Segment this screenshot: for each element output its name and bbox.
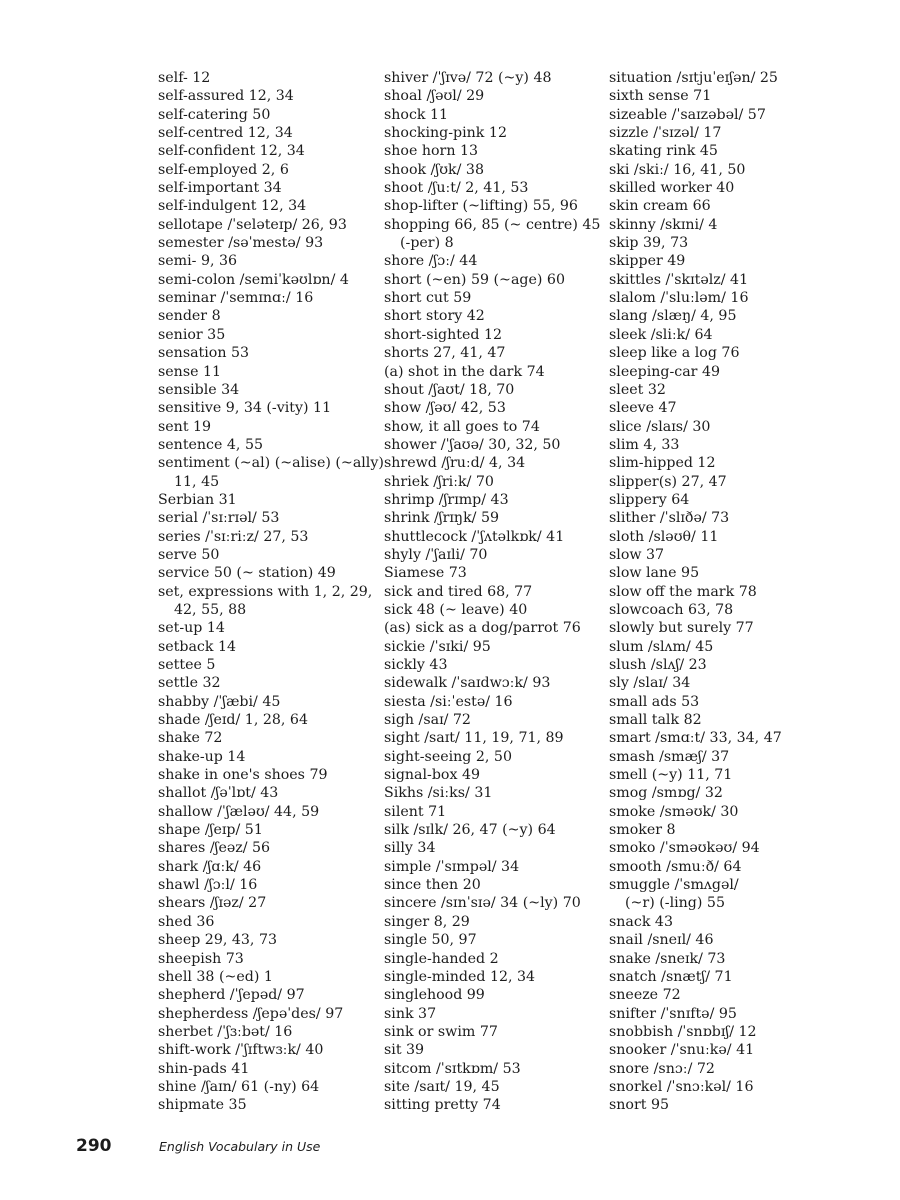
index-entry: sleeping-car 49 [609,363,720,380]
index-entry: slippery 64 [609,491,690,508]
index-entry: snail /sneɪl/ 46 [609,932,714,949]
index-entry: singlehood 99 [384,987,485,1004]
index-entry: short cut 59 [384,290,472,307]
index-entry: skittles /ˈskɪtəlz/ 41 [609,271,749,288]
index-entry: snobbish /ˈsnɒbɪʃ/ 12 [609,1023,757,1040]
index-entry: snifter /ˈsnɪftə/ 95 [609,1005,737,1022]
index-entry: single-minded 12, 34 [384,968,536,985]
index-entry: skipper 49 [609,253,686,270]
index-entry: (~r) (-ling) 55 [625,895,725,912]
index-entry: sickie /ˈsɪki/ 95 [384,638,491,655]
index-entry: shorts 27, 41, 47 [384,345,506,362]
index-entry: sloth /sləʊθ/ 11 [609,528,719,545]
index-entry: snorkel /ˈsnɔːkəl/ 16 [609,1078,754,1095]
page-number: 290 [76,1136,112,1156]
index-entry: sight-seeing 2, 50 [384,748,512,765]
index-entry: shark /ʃɑːk/ 46 [158,858,262,875]
index-entry: sink 37 [384,1005,437,1022]
index-entry: slice /slaɪs/ 30 [609,418,711,435]
index-entry: shepherdess /ʃepəˈdes/ 97 [158,1005,344,1022]
index-entry: slow off the mark 78 [609,583,757,600]
index-entry: shine /ʃaɪn/ 61 (-ny) 64 [158,1078,320,1095]
index-entry: slow 37 [609,546,665,563]
index-entry: shipmate 35 [158,1097,247,1114]
index-entry: signal-box 49 [384,767,481,784]
index-column-1 [158,69,384,1115]
index-entry: short (~en) 59 (~age) 60 [384,271,565,288]
index-entry: shallow /ˈʃæləʊ/ 44, 59 [158,803,320,820]
index-entry: set-up 14 [158,620,225,637]
index-entry: snatch /snætʃ/ 71 [609,968,733,985]
index-entry: shrimp /ʃrɪmp/ 43 [384,491,509,508]
index-entry: 11, 45 [174,473,220,490]
index-entry: semi-colon /semiˈkəʊlɒn/ 4 [158,271,349,288]
index-entry: shop-lifter (~lifting) 55, 96 [384,198,578,215]
index-entry: sincere /sɪnˈsɪə/ 34 (~ly) 70 [384,895,581,912]
index-entry: site /saɪt/ 19, 45 [384,1078,500,1095]
index-entry: sitcom /ˈsɪtkɒm/ 53 [384,1060,521,1077]
index-entry: short story 42 [384,308,485,325]
index-entry: shake in one's shoes 79 [158,767,328,784]
index-entry: 42, 55, 88 [174,601,247,618]
index-entry: siesta /siːˈestə/ 16 [384,693,513,710]
index-entry: single-handed 2 [384,950,499,967]
index-entry: self-important 34 [158,180,282,197]
index-entry: sneeze 72 [609,987,681,1004]
index-entry: shabby /ˈʃæbi/ 45 [158,693,281,710]
index-entry: Serbian 31 [158,491,237,508]
index-entry: settle 32 [158,675,221,692]
index-entry: sit 39 [384,1042,425,1059]
index-entry: sensible 34 [158,381,240,398]
index-entry: show, it all goes to 74 [384,418,540,435]
index-entry: sink or swim 77 [384,1023,498,1040]
index-entry: shell 38 (~ed) 1 [158,968,273,985]
index-entry: sheepish 73 [158,950,244,967]
index-entry: skip 39, 73 [609,235,689,252]
index-entry: since then 20 [384,877,481,894]
index-entry: sly /slaɪ/ 34 [609,675,691,692]
index-entry: sent 19 [158,418,212,435]
index-entry: self- 12 [158,70,211,86]
index-entry: slalom /ˈsluːləm/ 16 [609,290,749,307]
index-entry: small talk 82 [609,712,702,729]
index-entry: slow lane 95 [609,565,700,582]
index-entry: shift-work /ˈʃɪftwɜːk/ 40 [158,1042,324,1059]
index-entry: shocking-pink 12 [384,125,507,142]
index-entry: sensation 53 [158,345,250,362]
index-entry: sender 8 [158,308,221,325]
index-entry: shares /ʃeəz/ 56 [158,840,271,857]
index-entry: silent 71 [384,803,447,820]
index-entry: sick and tired 68, 77 [384,583,533,600]
index-entry: sense 11 [158,363,222,380]
index-entry: smuggle /ˈsmʌgəl/ [609,877,739,894]
index-entry: shrink /ʃrɪŋk/ 59 [384,510,500,527]
index-entry: shoal /ʃəʊl/ 29 [384,88,485,105]
index-entry: smoko /ˈsməʊkəʊ/ 94 [609,840,760,857]
book-title: English Vocabulary in Use [159,1139,321,1154]
index-entry: smart /smɑːt/ 33, 34, 47 [609,730,782,747]
index-entry: slowly but surely 77 [609,620,754,637]
index-entry: smoke /sməʊk/ 30 [609,803,739,820]
index-entry: sentiment (~al) (~alise) (~ally) [158,455,384,472]
index-entry: serve 50 [158,546,220,563]
index-entry: self-employed 2, 6 [158,161,289,178]
index-entry: snort 95 [609,1097,670,1114]
index-entry: slipper(s) 27, 47 [609,473,727,490]
index-column-3 [609,69,844,1115]
index-entry: shin-pads 41 [158,1060,250,1077]
index-entry: short-sighted 12 [384,326,503,343]
index-entry: single 50, 97 [384,932,477,949]
index-entry: set, expressions with 1, 2, 29, [158,583,373,600]
index-entry: skating rink 45 [609,143,718,160]
index-entry: (a) shot in the dark 74 [384,363,545,380]
index-entry: sigh /saɪ/ 72 [384,712,471,729]
index-entry: slowcoach 63, 78 [609,601,734,618]
index-entry: Sikhs /siːks/ 31 [384,785,493,802]
index-entry: setback 14 [158,638,237,655]
index-entry: senior 35 [158,326,226,343]
index-entry: shepherd /ˈʃepəd/ 97 [158,987,305,1004]
index-entry: sixth sense 71 [609,88,712,105]
index-entry: ski /skiː/ 16, 41, 50 [609,161,746,178]
index-entry: skin cream 66 [609,198,711,215]
index-entry: snack 43 [609,913,673,930]
index-entry: sellotape /ˈseləteɪp/ 26, 93 [158,216,347,233]
index-entry: shed 36 [158,913,215,930]
index-entry: sherbet /ˈʃɜːbət/ 16 [158,1023,293,1040]
index-entry: sleeve 47 [609,400,677,417]
index-entry: skilled worker 40 [609,180,735,197]
index-entry: (as) sick as a dog/parrot 76 [384,620,581,637]
index-entry: Siamese 73 [384,565,467,582]
index-entry: sight /saɪt/ 11, 19, 71, 89 [384,730,564,747]
index-entry: sleep like a log 76 [609,345,740,362]
index-entry: small ads 53 [609,693,700,710]
index-entry: sitting pretty 74 [384,1097,501,1114]
index-entry: snooker /ˈsnuːkə/ 41 [609,1042,755,1059]
index-entry: smash /smæʃ/ 37 [609,748,730,765]
index-entry: simple /ˈsɪmpəl/ 34 [384,858,520,875]
index-entry: serial /ˈsɪːrɪəl/ 53 [158,510,280,527]
index-entry: self-confident 12, 34 [158,143,305,160]
index-entry: show /ʃəʊ/ 42, 53 [384,400,506,417]
index-entry: shake 72 [158,730,223,747]
index-entry: sick 48 (~ leave) 40 [384,601,528,618]
index-entry: sleek /sliːk/ 64 [609,326,713,343]
index-entry: smell (~y) 11, 71 [609,767,733,784]
index-entry: shower /ˈʃaʊə/ 30, 32, 50 [384,436,561,453]
index-entry: slim-hipped 12 [609,455,716,472]
index-entry: series /ˈsɪːriːz/ 27, 53 [158,528,309,545]
index-entry: shape /ʃeɪp/ 51 [158,822,263,839]
index-entry: shriek /ʃriːk/ 70 [384,473,494,490]
index-entry: slang /slæŋ/ 4, 95 [609,308,737,325]
index-entry: shout /ʃaʊt/ 18, 70 [384,381,515,398]
index-entry: slush /slʌʃ/ 23 [609,657,707,673]
index-entry: sizzle /ˈsɪzəl/ 17 [609,125,722,142]
index-entry: shears /ʃɪəz/ 27 [158,895,267,912]
index-entry: self-catering 50 [158,106,271,123]
index-entry: shade /ʃeɪd/ 1, 28, 64 [158,712,308,729]
index-entry: slum /slʌm/ 45 [609,638,714,655]
index-entry: shoe horn 13 [384,143,479,160]
index-entry: smoker 8 [609,822,676,839]
index-entry: shuttlecock /ˈʃʌtəlkɒk/ 41 [384,528,565,545]
index-entry: shopping 66, 85 (~ centre) 45 [384,216,601,233]
index-entry: silk /sɪlk/ 26, 47 (~y) 64 [384,822,556,839]
index-entry: shoot /ʃuːt/ 2, 41, 53 [384,180,529,197]
index-entry: shore /ʃɔː/ 44 [384,253,478,270]
index-entry: sidewalk /ˈsaɪdwɔːk/ 93 [384,675,551,692]
index-entry: self-centred 12, 34 [158,125,293,142]
index-entry: snore /snɔː/ 72 [609,1060,715,1077]
index-entry: singer 8, 29 [384,913,470,930]
index-entry: service 50 (~ station) 49 [158,565,336,582]
index-entry: shake-up 14 [158,748,246,765]
index-entry: smog /smɒg/ 32 [609,785,723,802]
index-entry: self-assured 12, 34 [158,88,294,105]
index-entry: semi- 9, 36 [158,253,238,270]
index-entry: snake /sneɪk/ 73 [609,950,726,967]
index-entry: sensitive 9, 34 (-vity) 11 [158,400,332,417]
index-column-2 [384,69,609,1115]
index-entry: shyly /ˈʃaɪli/ 70 [384,546,488,563]
index-entry: self-indulgent 12, 34 [158,198,307,215]
index-entry: semester /səˈmestə/ 93 [158,235,324,252]
index-entry: sleet 32 [609,381,666,398]
index-entry: seminar /ˈsemɪnɑː/ 16 [158,290,314,307]
index-entry: silly 34 [384,840,436,857]
index-entry: settee 5 [158,657,216,673]
index-entry: shawl /ʃɔːl/ 16 [158,877,258,894]
index-entry: slither /ˈslɪðə/ 73 [609,510,730,527]
index-entry: sheep 29, 43, 73 [158,932,278,949]
index-entry: skinny /skɪni/ 4 [609,216,718,233]
index-entry: smooth /smuːð/ 64 [609,858,742,875]
index-entry: shock 11 [384,106,449,123]
index-entry: shallot /ʃəˈlɒt/ 43 [158,785,279,802]
index-entry: sentence 4, 55 [158,436,263,453]
index-entry: (-per) 8 [400,235,454,252]
index-entry: shook /ʃʊk/ 38 [384,161,484,178]
index-entry: situation /sɪtjuˈeɪʃən/ 25 [609,70,778,86]
index-entry: shiver /ˈʃɪvə/ 72 (~y) 48 [384,70,552,86]
index-entry: slim 4, 33 [609,436,680,453]
index-entry: shrewd /ʃruːd/ 4, 34 [384,455,526,472]
index-entry: sizeable /ˈsaɪzəbəl/ 57 [609,106,766,123]
index-entry: sickly 43 [384,657,448,673]
